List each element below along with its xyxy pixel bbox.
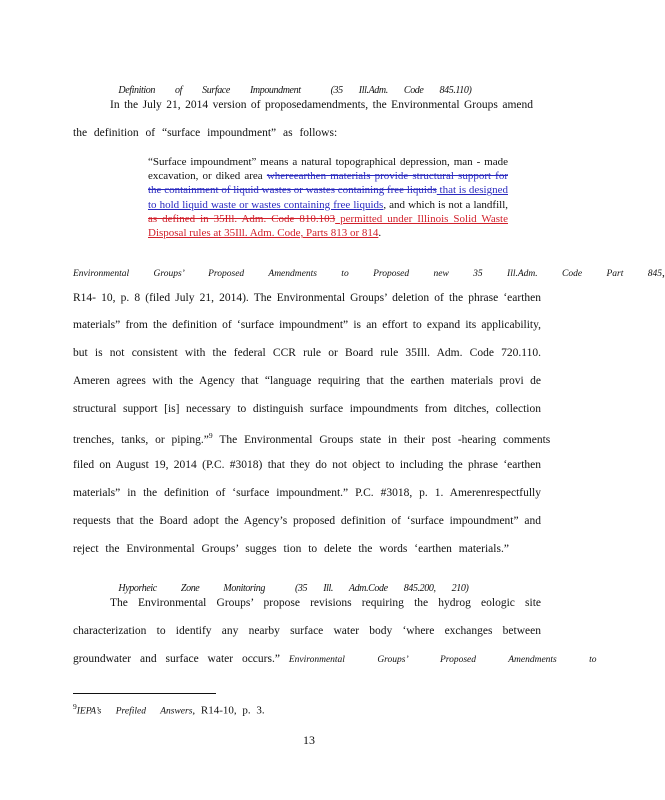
paragraph-line <box>73 653 597 665</box>
footnote-divider <box>73 693 216 694</box>
citation-line <box>73 267 665 279</box>
paragraph-line: but is not consistent with the federal CCR rule or Board rule 35Ill. Adm. Code 720.110. <box>73 347 541 359</box>
block-quote-definition <box>148 155 508 240</box>
paragraph-line: the definition of “surface impoundment” as follows: <box>73 127 338 139</box>
inserted-text: that is designed to hold liquid waste or wastes containing free liquids <box>148 184 508 211</box>
footnote <box>73 702 265 717</box>
deleted-text: as defined in 35Ill. Adm. Code 810.103 <box>148 212 336 225</box>
citation-tail: , <box>661 267 665 279</box>
footnote-number: 9 <box>73 702 77 711</box>
citation-italic: Environmental Groups’ Proposed Amendments to Proposed new 35 Ill.Adm. Code Part 845 <box>73 269 662 279</box>
paragraph-line: In the July 21, 2014 version of proposedamendments, the Environmental Groups amend <box>110 99 533 111</box>
paragraph-line: requests that the Board adopt the Agency’s proposed definition of ‘surface impoundment” and <box>73 515 541 527</box>
deleted-text: whereearthen materials provide structural support for the containment of liquid wastes or wastes containing free liquids <box>148 170 508 197</box>
heading-citation: (35 Ill. Adm.Code 845.200, 210) <box>295 583 469 594</box>
heading-citation: (35 Ill.Adm. Code 845.110) <box>330 85 472 96</box>
paragraph-line: materials” in the definition of ‘surface impoundment.” P.C. #3018, p. 1. Amerenrespectfully <box>73 487 541 499</box>
footnote-source: IEPA’s Prefiled Answers <box>76 706 193 717</box>
footnote-reference: 9 <box>208 431 213 440</box>
quote-text: “Surface impoundment” means a natural topographical depression, man - made excavation, or diked area <box>148 156 508 183</box>
paragraph-line: R14- 10, p. 8 (filed July 21, 2014). The Environmental Groups’ deletion of the phrase ‘earthen <box>73 292 541 304</box>
paragraph-line: filed on August 19, 2014 (P.C. #3018) that they do not object to including the phrase ‘earthen <box>73 459 541 471</box>
paragraph-line: reject the Environmental Groups’ sugges tion to delete the words ‘earthen materials.” <box>73 543 509 555</box>
paragraph-line: The Environmental Groups’ propose revisions requiring the hydrog eologic site <box>110 597 541 609</box>
paragraph-line: structural support [is] necessary to distinguish surface impoundments from ditches, collection <box>73 403 541 415</box>
heading-title: Hyporheic Zone Monitoring <box>118 583 265 594</box>
paragraph-line-with-footnote <box>73 431 551 446</box>
line-text: groundwater and surface water occurs.” <box>73 653 280 665</box>
citation-italic: Environmental Groups’ Proposed Amendments to <box>288 655 597 665</box>
line-text: The Environmental Groups state in their post -hearing comments <box>219 433 551 446</box>
footnote-rest: , R14-10, p. 3. <box>192 704 265 717</box>
page-number: 13 <box>303 733 315 747</box>
paragraph-line: Ameren agrees with the Agency that “language requiring that the earthen materials provi de <box>73 375 541 387</box>
line-text: trenches, tanks, or piping.” <box>73 433 209 446</box>
paragraph-line: characterization to identify any nearby surface water body ‘where exchanges between <box>73 625 541 637</box>
inserted-text: permitted under Illinois Solid Waste Disposal rules at 35Ill. Adm. Code, Parts 813 or 814 <box>148 212 508 240</box>
quote-text: , and which is not a landfill, <box>383 198 509 211</box>
heading-title: Definition of Surface Impoundment <box>118 85 301 96</box>
quote-text: . <box>378 227 382 240</box>
paragraph-line: materials” from the definition of ‘surface impoundment” is an effort to expand its applicability, <box>73 319 541 331</box>
